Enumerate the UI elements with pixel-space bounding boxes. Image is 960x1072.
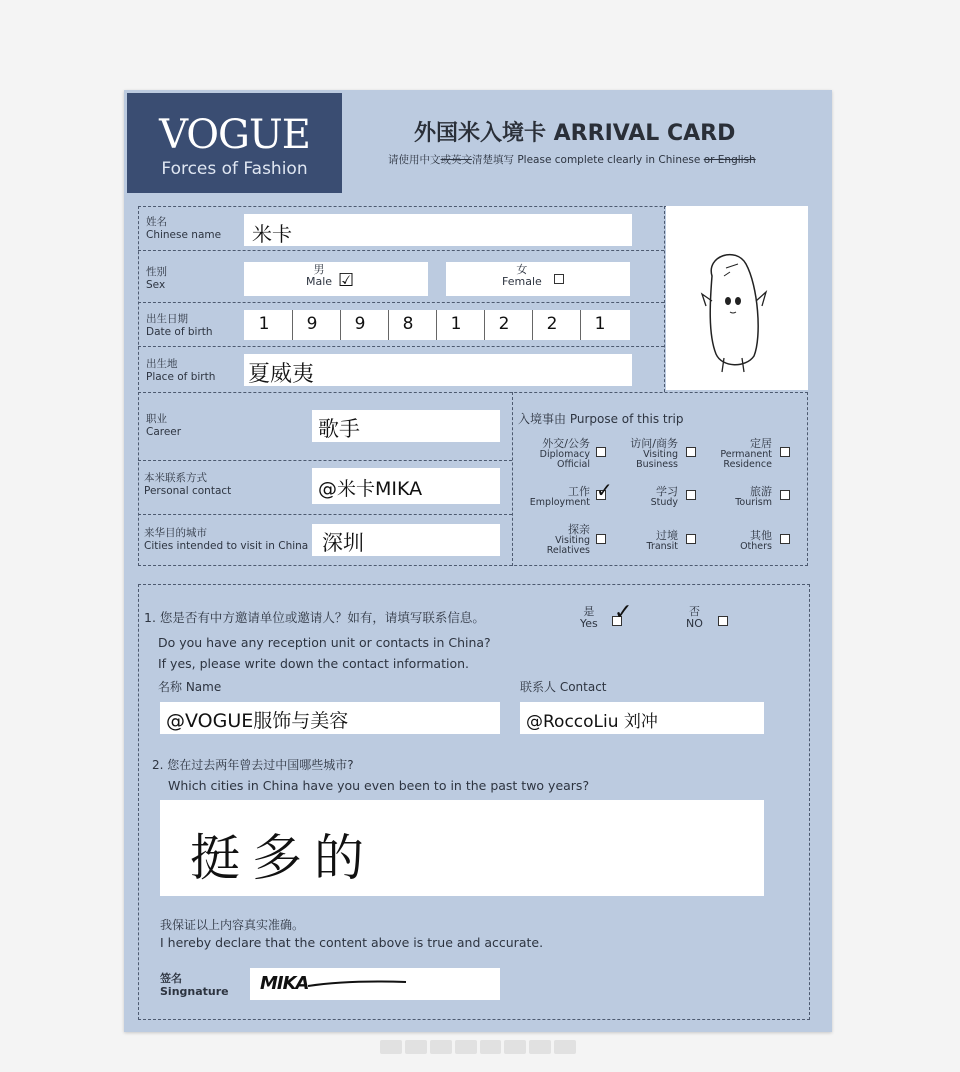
option-en1: Tourism — [735, 497, 772, 508]
watermark-segment — [455, 1040, 477, 1054]
watermark-segment — [504, 1040, 526, 1054]
cities-label — [144, 527, 308, 553]
label-cn: 本米联系方式 — [144, 472, 207, 484]
male-en: Male — [306, 275, 333, 288]
divider — [138, 346, 664, 347]
purpose-checkbox[interactable] — [686, 534, 696, 544]
option-cn: 旅游 — [750, 485, 772, 498]
vogue-logo — [127, 93, 342, 193]
chinese-name-label — [146, 216, 221, 242]
divider — [512, 392, 513, 566]
label-cn: 姓名 — [146, 216, 167, 228]
dob-field[interactable] — [244, 310, 630, 340]
label-cn: 性别 — [146, 266, 167, 278]
option-label — [616, 530, 678, 552]
check-mark-icon: ✓ — [614, 600, 633, 625]
label-en: Personal contact — [144, 485, 232, 497]
option-cn: 过境 — [656, 529, 678, 542]
purpose-option-tourism[interactable] — [708, 486, 772, 508]
place-of-birth-value: 夏威夷 — [248, 362, 315, 387]
watermark-bar — [380, 1040, 576, 1054]
dob-digit: 9 — [354, 314, 366, 334]
option-cn: 其他 — [750, 529, 772, 542]
dob-digit: 9 — [306, 314, 318, 334]
chinese-name-field[interactable] — [244, 214, 632, 246]
purpose-option-visiting-business[interactable] — [616, 438, 678, 470]
purpose-option-transit[interactable] — [616, 530, 678, 552]
female-en: Female — [502, 275, 542, 288]
career-label — [146, 413, 181, 439]
signature-stroke-icon — [308, 978, 408, 992]
reception-unit-field[interactable] — [160, 702, 500, 734]
dob-digit: 8 — [402, 314, 414, 334]
male-cn: 男 — [313, 263, 325, 276]
instruction-mid: 清楚填写 Please complete clearly in Chinese — [472, 154, 704, 166]
option-label — [528, 524, 590, 556]
reception-unit-value: @VOGUE服饰与美容 — [166, 710, 349, 732]
purpose-checkbox[interactable] — [686, 490, 696, 500]
option-label — [708, 530, 772, 552]
divider — [138, 392, 808, 393]
divider — [138, 460, 512, 461]
logo-subtitle: Forces of Fashion — [161, 159, 308, 179]
female-label — [502, 264, 542, 288]
watermark-segment — [480, 1040, 502, 1054]
contact-person-value: @RoccoLiu 刘冲 — [526, 712, 658, 732]
signature-value: MIKA — [260, 973, 309, 994]
label-cn: 来华目的城市 — [144, 527, 207, 539]
purpose-checkbox[interactable] — [780, 534, 790, 544]
option-cn: 定居 — [750, 437, 772, 450]
watermark-segment — [554, 1040, 576, 1054]
yes-label — [580, 606, 598, 630]
divider — [138, 302, 664, 303]
purpose-option-employment[interactable] — [528, 486, 590, 508]
place-of-birth-label — [146, 358, 215, 384]
question-1-cn: 1. 您是否有中方邀请单位或邀请人？如有，请填写联系信息。 — [144, 610, 485, 625]
option-en1: Visiting — [555, 535, 590, 546]
option-en2: Residence — [723, 459, 772, 470]
purpose-checkbox[interactable] — [686, 447, 696, 457]
purpose-checkbox[interactable] — [780, 447, 790, 457]
rice-character-icon — [666, 206, 808, 390]
declaration-en: I hereby declare that the content above is true and accurate. — [160, 935, 544, 950]
dob-label — [146, 313, 213, 339]
label-cn: 出生地 — [146, 358, 178, 370]
declaration-cn: 我保证以上内容真实准确。 — [160, 918, 305, 932]
label-en: Sex — [146, 279, 166, 291]
option-en1: Others — [740, 541, 772, 552]
divider — [664, 206, 665, 392]
option-en2: Relatives — [546, 545, 590, 556]
divider — [138, 514, 512, 515]
signature-label — [160, 972, 229, 998]
contact-label — [144, 472, 231, 498]
dob-digit: 2 — [546, 314, 558, 334]
arrival-card — [124, 90, 832, 1032]
name-label: 名称 Name — [158, 680, 222, 694]
option-en1: Visiting — [643, 449, 678, 460]
contact-value: @米卡MIKA — [318, 478, 423, 500]
sex-label — [146, 266, 167, 292]
chinese-name-value: 米卡 — [252, 222, 292, 246]
option-en1: Transit — [646, 541, 678, 552]
card-title: 外国米入境卡 ARRIVAL CARD — [414, 121, 736, 146]
sex-male-option[interactable] — [244, 262, 428, 296]
photo-box — [666, 206, 808, 390]
label-cn: 出生日期 — [146, 313, 188, 325]
option-label — [708, 486, 772, 508]
dob-digit: 2 — [498, 314, 510, 334]
no-label — [686, 606, 703, 630]
contact-person-label: 联系人 Contact — [520, 680, 607, 694]
signature-field[interactable] — [250, 968, 500, 1000]
label-en: Place of birth — [146, 371, 216, 383]
purpose-option-diplomacy[interactable] — [528, 438, 590, 470]
contact-person-field[interactable] — [520, 702, 764, 734]
male-checked-icon: ☑ — [338, 270, 355, 291]
purpose-option-permanent-residence[interactable] — [708, 438, 772, 470]
watermark-segment — [405, 1040, 427, 1054]
question-2-en: Which cities in China have you even been to in the past two years? — [168, 778, 590, 793]
instruction-strike-en: or English — [703, 154, 756, 166]
label-en: Singnature — [160, 985, 229, 998]
logo-title: VOGUE — [159, 112, 310, 158]
option-label — [528, 486, 590, 508]
instruction-strike-cn: 或英文 — [440, 154, 472, 166]
dob-digit: 1 — [450, 314, 462, 334]
no-cn: 否 — [688, 605, 700, 618]
question-1-en-line2: If yes, please write down the contact information. — [158, 656, 469, 671]
instruction-prefix: 请使用中文 — [388, 154, 441, 166]
option-en1: Diplomacy — [539, 449, 590, 460]
option-cn: 外交/公务 — [542, 437, 590, 450]
no-en: NO — [686, 617, 703, 630]
sex-female-option[interactable] — [446, 262, 630, 296]
option-label — [708, 438, 772, 470]
question-2-cn: 2. 您在过去两年曾去过中国哪些城市? — [152, 758, 354, 772]
check-mark-icon: ✓ — [596, 478, 613, 502]
option-en1: Permanent — [720, 449, 772, 460]
option-cn: 探亲 — [568, 523, 590, 536]
option-cn: 访问/商务 — [630, 437, 678, 450]
option-en1: Employment — [529, 497, 590, 508]
purpose-title: 入境事由 Purpose of this trip — [518, 412, 684, 426]
yes-en: Yes — [580, 617, 598, 630]
contact-field[interactable] — [312, 468, 500, 504]
option-cn: 学习 — [656, 485, 678, 498]
male-label — [306, 264, 332, 288]
option-en2: Business — [636, 459, 678, 470]
career-field[interactable] — [312, 410, 500, 442]
question-1-en-line1: Do you have any reception unit or contacts in China? — [158, 635, 491, 650]
cities-value: 深圳 — [322, 531, 364, 555]
option-en2: Official — [557, 459, 590, 470]
label-cn: 职业 — [146, 413, 167, 425]
purpose-option-study[interactable] — [616, 486, 678, 508]
purpose-checkbox[interactable] — [780, 490, 790, 500]
purpose-option-visiting-relatives[interactable] — [528, 524, 590, 556]
label-en: Career — [146, 426, 182, 438]
option-en1: Study — [650, 497, 678, 508]
no-checkbox[interactable] — [718, 616, 728, 626]
purpose-option-others[interactable] — [708, 530, 772, 552]
purpose-checkbox[interactable] — [596, 447, 606, 457]
watermark-segment — [380, 1040, 402, 1054]
label-en: Date of birth — [146, 326, 213, 338]
option-label — [528, 438, 590, 470]
option-label — [616, 438, 678, 470]
label-en: Cities intended to visit in China — [144, 540, 309, 552]
watermark-segment — [529, 1040, 551, 1054]
female-cn: 女 — [516, 263, 528, 276]
label-cn: 签名 — [160, 972, 182, 985]
yes-cn: 是 — [583, 605, 595, 618]
watermark-segment — [430, 1040, 452, 1054]
purpose-checkbox[interactable] — [596, 534, 606, 544]
dob-digit: 1 — [594, 314, 606, 334]
career-value: 歌手 — [318, 417, 360, 441]
option-cn: 工作 — [568, 485, 590, 498]
female-checkbox[interactable] — [554, 274, 564, 284]
cities-field[interactable] — [312, 524, 500, 556]
divider — [138, 250, 664, 251]
option-label — [616, 486, 678, 508]
dob-digit: 1 — [258, 314, 270, 334]
card-instruction — [388, 152, 756, 167]
cities-visited-value: 挺多的 — [190, 829, 376, 887]
label-en: Chinese name — [146, 229, 222, 241]
cities-visited-field[interactable] — [160, 800, 764, 896]
place-of-birth-field[interactable] — [244, 354, 632, 386]
